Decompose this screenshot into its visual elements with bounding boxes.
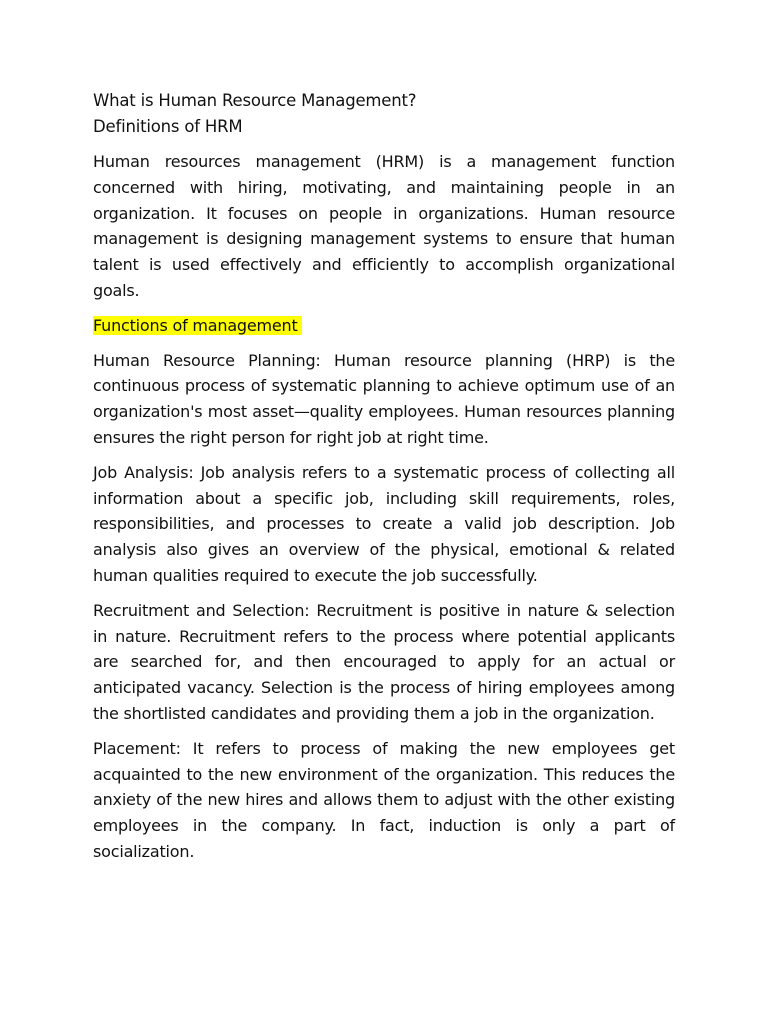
function-term: Human Resource Planning: <box>93 350 321 370</box>
function-paragraph-placement <box>93 736 675 865</box>
document-page <box>93 88 675 865</box>
function-term: Job Analysis: <box>93 462 194 482</box>
highlighted-heading: Functions of management <box>93 316 302 335</box>
function-text: Human resource planning (HRP) is the continuous process of systematic planning to achieve optimum use of an organization's most asset—quality employees. Human resources planning ensures the right person for right job at right time. <box>93 350 676 447</box>
function-text: Recruitment is positive in nature & selection in nature. Recruitment refers to the process where potential applicants are searched for, and then encouraged to apply for an actual or anticipated vacancy. Selection is the process of hiring employees among the shortlisted candidates and providing them a job in the organization. <box>93 600 675 723</box>
section-heading-definitions: Definitions of HRM <box>93 117 243 136</box>
function-term: Recruitment and Selection: <box>93 600 310 620</box>
function-text: Job analysis refers to a systematic process of collecting all information about a specific job, including skill requirements, roles, responsibilities, and processes to create a valid job description. Job analysis also gives an overview of the physical, emotional & related human qualities required to execute the job successfully. <box>93 462 675 585</box>
functions-heading <box>93 313 675 339</box>
function-term: Placement: <box>93 738 181 758</box>
function-paragraph-recruitment <box>93 598 675 727</box>
definition-paragraph: Human resources management (HRM) is a management function concerned with hiring, motivating, and maintaining people in an organization. It focuses on people in organizations. Human resource management is designing management systems to ensure that human talent is used effectively and efficiently to accomplish organizational goals. <box>93 152 675 300</box>
function-paragraph-job-analysis <box>93 460 675 589</box>
function-paragraph-hrp <box>93 348 675 451</box>
function-text: It refers to process of making the new employees get acquainted to the new environment of the organization. This reduces the anxiety of the new hires and allows them to adjust with the other existing employees in the company. In fact, induction is only a part of socialization. <box>93 738 676 861</box>
document-title: What is Human Resource Management? <box>93 91 417 110</box>
